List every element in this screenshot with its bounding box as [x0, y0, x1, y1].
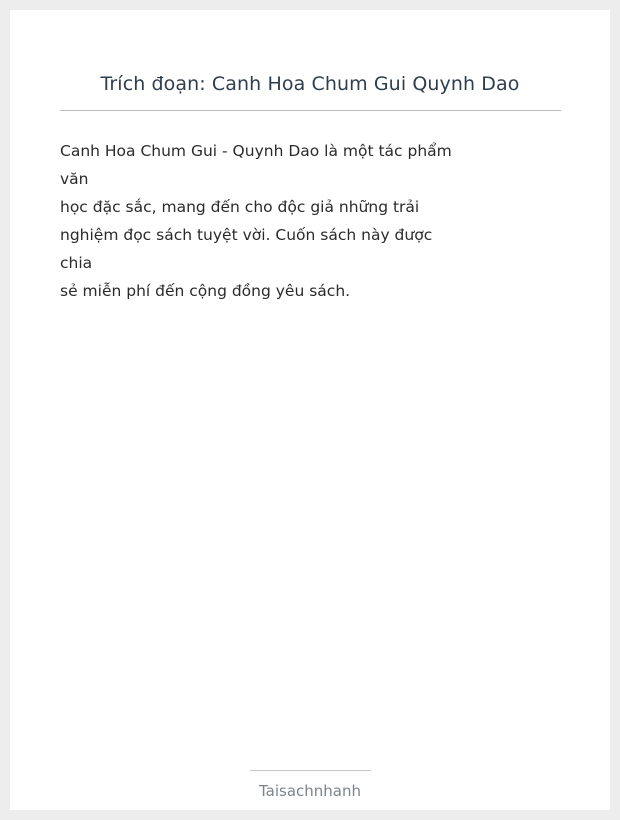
document-page [10, 10, 610, 810]
body-line: nghiệm đọc sách tuyệt vời. Cuốn sách này được [60, 226, 433, 244]
body-line: sẻ miễn phí đến cộng đồng yêu sách. [60, 282, 351, 300]
document-body [60, 137, 560, 305]
body-line: chia [60, 254, 93, 272]
footer-site-name: Taisachnhanh [258, 782, 362, 800]
body-line: học đặc sắc, mang đến cho độc giả những trải [60, 198, 420, 216]
body-line: Canh Hoa Chum Gui - Quynh Dao là một tác phẩm [60, 142, 452, 160]
body-line: văn [60, 170, 89, 188]
footer-divider [250, 770, 371, 771]
title-divider [60, 110, 561, 111]
document-title: Trích đoạn: Canh Hoa Chum Gui Quynh Dao [100, 73, 520, 95]
